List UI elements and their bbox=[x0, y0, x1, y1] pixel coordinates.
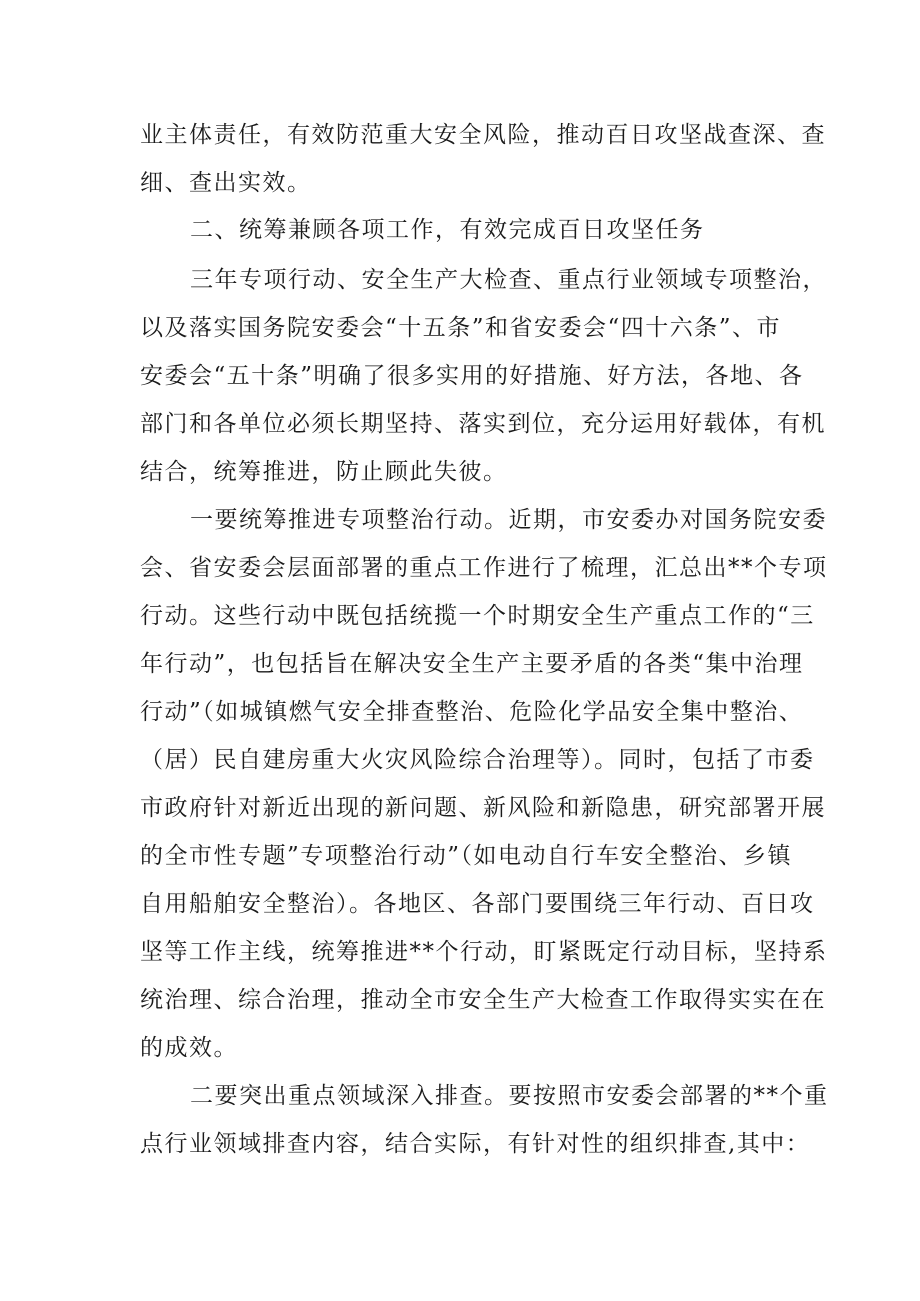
text-line: 的成效。 bbox=[140, 1035, 238, 1061]
text-line: 部门和各单位必须长期坚持、落实到位，充分运用好载体，有机 bbox=[140, 411, 826, 437]
text-line: 年行动”，也包括旨在解决安全生产主要矛盾的各类“集中治理 bbox=[140, 651, 804, 677]
text-line: 行动”（如城镇燃气安全排查整治、危险化学品安全集中整治、 bbox=[140, 699, 804, 725]
text-line: 坚等工作主线，统筹推进**个行动，盯紧既定行动目标，坚持系 bbox=[140, 939, 828, 965]
text-line: 行动。这些行动中既包括统揽一个时期安全生产重点工作的“三 bbox=[140, 603, 815, 629]
section-heading: 二、统筹兼顾各项工作，有效完成百日攻坚任务 bbox=[190, 217, 705, 243]
text-line: 结合，统筹推进，防止顾此失彼。 bbox=[140, 459, 508, 485]
text-line: 三年专项行动、安全生产大检查、重点行业领域专项整治， bbox=[190, 267, 827, 293]
text-line: 二要突出重点领域深入排查。要按照市安委会部署的**个重 bbox=[190, 1083, 829, 1109]
text-line: 自用船舶安全整治）。各地区、各部门要围绕三年行动、百日攻 bbox=[140, 891, 815, 917]
text-line: 会、省安委会层面部署的重点工作进行了梳理，汇总出**个专项 bbox=[140, 555, 828, 581]
text-line: 统治理、综合治理，推动全市安全生产大检查工作取得实实在在 bbox=[140, 987, 826, 1013]
text-line: 一要统筹推进专项整治行动。近期，市安委办对国务院安委 bbox=[190, 507, 827, 533]
text-line: 安委会“五十条”明确了很多实用的好措施、好方法，各地、各 bbox=[140, 363, 804, 389]
text-line: 点行业领域排查内容，结合实际，有针对性的组织排查,其中： bbox=[140, 1131, 811, 1157]
text-line: 的全市性专题”专项整治行动”（如电动自行车安全整治、乡镇 bbox=[140, 843, 793, 869]
text-line: 细、查出实效。 bbox=[140, 170, 312, 196]
text-line: （居）民自建房重大火灾风险综合治理等）。同时，包括了市委 bbox=[140, 747, 815, 773]
text-line: 以及落实国务院安委会“十五条”和省安委会“四十六条”、市 bbox=[140, 315, 782, 341]
text-line: 业主体责任，有效防范重大安全风险，推动百日攻坚战查深、查 bbox=[140, 122, 826, 148]
text-line: 市政府针对新近出现的新问题、新风险和新隐患，研究部署开展 bbox=[140, 795, 826, 821]
